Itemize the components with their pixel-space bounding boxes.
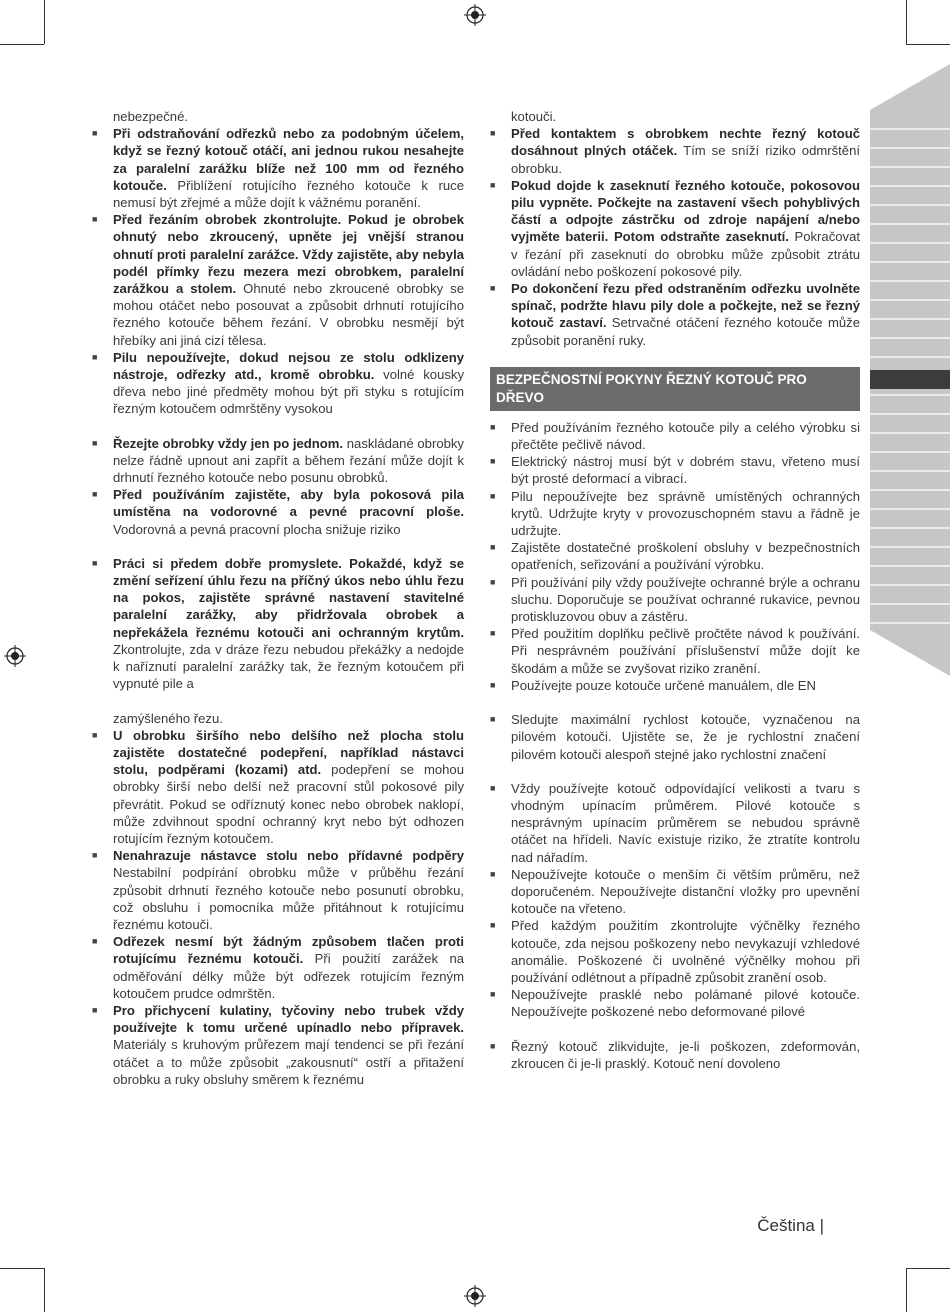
square-bullet-icon: ■ bbox=[490, 920, 496, 931]
square-bullet-icon: ■ bbox=[490, 782, 496, 793]
crop-mark bbox=[44, 0, 45, 44]
item-text: Používejte pouze kotouče určené manuálem, dle EN bbox=[511, 677, 816, 693]
item-text: Sledujte maximální rychlost kotouče, vyznačenou na pilovém kotouči. Ujistěte se, že je rychlostní značení pilovém kotouči alespoň stejné jako rychlostní značení bbox=[511, 712, 860, 762]
square-bullet-icon: ■ bbox=[92, 557, 98, 568]
item-text: Nestabilní podpírání obrobku může v průběhu řezání způsobit drhnutí řezného kotouče nebo posunutí obrobku, což obsluhu i pomocníka může přitáhnout k rotujícímu řeznému kotouči. bbox=[113, 865, 464, 932]
registration-mark-icon bbox=[4, 645, 26, 667]
bold-warning-text: Pokud dojde k zaseknutí řezného kotouče, pokosovou pilu vypněte. Počkejte na zastavení všech pohyblivých částí a odpojte zástrčku od zdroje napájení a/nebo vyjměte baterii. Potom odstraňte zaseknutí. bbox=[511, 177, 860, 245]
bullet-item bbox=[490, 625, 860, 677]
item-text: Před každým použitím zkontrolujte výčnělky řezného kotouče, zda nejsou poškozeny nebo nevykazují vzhledové anomálie. Poškozené či uvolněné výčnělky mohou při používání odlétnout a případně způsobit zranění osob. bbox=[511, 918, 860, 985]
footer-language-label: Čeština | bbox=[757, 1216, 824, 1235]
bold-warning-text: Před používáním zajistěte, aby byla pokosová pila umístěna na vodorovné a pevné pracovní ploše. bbox=[113, 487, 464, 520]
item-text: Pilu nepoužívejte bez správně umístěných ochranných krytů. Udržujte kryty v provozuschopném stavu a řádně je udržujte. bbox=[511, 488, 860, 539]
bullet-item bbox=[92, 349, 464, 418]
square-bullet-icon: ■ bbox=[92, 850, 98, 861]
active-language-tab bbox=[870, 370, 950, 389]
square-bullet-icon: ■ bbox=[490, 679, 496, 690]
item-text: Vodorovná a pevná pracovní plocha snižuje riziko bbox=[113, 521, 401, 537]
bullet-item bbox=[490, 917, 860, 986]
bullet-item bbox=[490, 986, 860, 1020]
crop-mark bbox=[906, 0, 907, 44]
item-text: Setrvačné otáčení řezného kotouče může způsobit poranění ruky. bbox=[511, 315, 860, 348]
bold-warning-text: Práci si předem dobře promyslete. Pokaždé, když se změní seřízení úhlu řezu na příčný úkos nebo úhlu řezu na pokos, zajistěte správné nastavení stavitelné paralelní zarážky, aby přidržovala obrobek a nepřekážela řeznému kotouči ani ochranným krytům. bbox=[113, 555, 464, 640]
bullet-item bbox=[490, 1038, 860, 1072]
square-bullet-icon: ■ bbox=[92, 128, 98, 139]
square-bullet-icon: ■ bbox=[92, 1004, 98, 1015]
bullet-item bbox=[92, 125, 464, 211]
item-text: Řezný kotouč zlikvidujte, je-li poškozen, zdeformován, zkroucen či je-li prasklý. Kotouč není dovoleno bbox=[511, 1038, 860, 1071]
section-heading: BEZPEČNOSTNÍ POKYNY ŘEZNÝ KOTOUČ PRO DŘEVO bbox=[490, 367, 860, 411]
square-bullet-icon: ■ bbox=[92, 936, 98, 947]
bullet-item bbox=[92, 435, 464, 487]
crop-mark bbox=[906, 1268, 907, 1312]
square-bullet-icon: ■ bbox=[92, 437, 98, 448]
square-bullet-icon: ■ bbox=[92, 729, 98, 740]
square-bullet-icon: ■ bbox=[490, 128, 496, 139]
bullet-item bbox=[490, 488, 860, 540]
blank-gap bbox=[92, 418, 464, 435]
bullet-item bbox=[490, 177, 860, 280]
bullet-item bbox=[92, 486, 464, 538]
bold-warning-text: U obrobku širšího nebo delšího než plocha stolu zajistěte dostatečné podepření, například nástavci stolu, podpěrami (kozami) atd. bbox=[113, 727, 464, 778]
item-text: Při používání pily vždy používejte ochranné brýle a ochranu sluchu. Doporučuje se používat ochranné rukavice, pevnou protiskluzovou obuv a zástěru. bbox=[511, 574, 860, 625]
bullet-item bbox=[490, 125, 860, 177]
bullet-item bbox=[490, 574, 860, 626]
item-text: Vždy používejte kotouč odpovídající velikosti a tvaru s vhodným upínacím průměrem. Pilové kotouče s nesprávným upínacím průměrem se nebudou správně otáčet na hřídeli. Navíc existuje riziko, že ztratíte kontrolu nad nářadím. bbox=[511, 780, 860, 865]
square-bullet-icon: ■ bbox=[490, 576, 496, 587]
bold-warning-text: Pilu nepoužívejte, dokud nejsou ze stolu odklizeny nástroje, odřezky atd., kromě obrobku. bbox=[113, 349, 464, 383]
square-bullet-icon: ■ bbox=[490, 490, 496, 501]
blank-gap bbox=[490, 1021, 860, 1038]
bullet-item bbox=[490, 539, 860, 573]
blank-gap bbox=[490, 763, 860, 780]
bullet-item bbox=[490, 711, 860, 763]
item-text: Elektrický nástroj musí být v dobrém stavu, vřeteno musí být prosté deformací a vibrací. bbox=[511, 454, 860, 487]
bullet-item bbox=[490, 866, 860, 918]
bold-warning-text: Při odstraňování odřezků nebo za podobným účelem, když se řezný kotouč otáčí, ani jednou rukou nesahejte za paralelní zarážku blíže než 100 mm od řezného kotouče. bbox=[113, 126, 464, 193]
item-text: Před použitím doplňku pečlivě pročtěte návod k používání. Při nesprávném používání příslušenství může dojít ke škodám a může se zvyšovat riziko zranění. bbox=[511, 626, 860, 676]
square-bullet-icon: ■ bbox=[490, 283, 496, 294]
language-index-tabs bbox=[870, 64, 950, 676]
continued-text: kotouči. bbox=[511, 109, 557, 124]
bullet-item bbox=[490, 677, 860, 694]
right-column bbox=[490, 108, 860, 1072]
square-bullet-icon: ■ bbox=[490, 714, 496, 725]
item-text: volné kousky dřeva nebo jiné předměty mohou být při styku s rotujícím řezným kotoučem odmrštěny vysokou bbox=[113, 367, 464, 417]
bullet-item bbox=[92, 211, 464, 349]
blank-gap bbox=[490, 694, 860, 711]
bold-warning-text: Nenahrazuje nástavce stolu nebo přídavné podpěry bbox=[113, 848, 464, 864]
square-bullet-icon: ■ bbox=[92, 214, 98, 225]
bullet-item bbox=[92, 933, 464, 1002]
square-bullet-icon: ■ bbox=[490, 179, 496, 190]
item-text: Nepoužívejte prasklé nebo polámané pilové kotouče. Nepoužívejte poškozené nebo deformované pilové bbox=[511, 987, 860, 1020]
item-text: Zajistěte dostatečné proškolení obsluhy v bezpečnostních opatřeních, seřizování a používání výrobku. bbox=[511, 540, 860, 573]
bold-warning-text: Před řezáním obrobek zkontrolujte. Pokud je obrobek ohnutý nebo zkroucený, upněte jej vnější stranou ohnutí proti paralelní zarážce. Vždy zajistěte, aby nebyla podél přímky řezu mezera mezi obrobkem, paralelní zarážkou a stolem. bbox=[113, 212, 464, 297]
item-text: Tím se sníží riziko odmrštění obrobku. bbox=[511, 143, 860, 176]
continued-text: zamýšleného řezu. bbox=[113, 710, 223, 726]
crop-mark bbox=[0, 1268, 44, 1269]
bold-warning-text: Před kontaktem s obrobkem nechte řezný kotouč dosáhnout plných otáček. bbox=[511, 126, 860, 159]
registration-mark-icon bbox=[464, 4, 486, 26]
continued-text: nebezpečné. bbox=[113, 109, 188, 124]
crop-mark bbox=[0, 44, 44, 45]
item-text: podepření se mohou obrobky širší nebo delší než pracovní stůl pokosové pily převrátit. Pokud se odříznutý konec nebo obrobek naklopí, může zdvihnout spodní ochranný kryt nebo být odhozen rotujícím řezným kotoučem. bbox=[113, 762, 464, 846]
bullet-item bbox=[92, 727, 464, 847]
item-text: Zkontrolujte, zda v dráze řezu nebudou překážky a nedojde k naříznutí paralelní zarážky tak, že řezným kotoučem při vypnuté pile a bbox=[113, 641, 464, 692]
item-text: Materiály s kruhovým průřezem mají tendenci se při řezání otáčet a to může způsobit „zakousnutí“ ostří a přitažení obrobku a ruky obsluhy směrem k řeznému bbox=[113, 1037, 464, 1087]
bullet-item bbox=[490, 780, 860, 866]
square-bullet-icon: ■ bbox=[490, 868, 496, 879]
bullet-item bbox=[92, 555, 464, 693]
square-bullet-icon: ■ bbox=[92, 489, 98, 500]
blank-gap bbox=[92, 538, 464, 555]
bullet-item bbox=[490, 419, 860, 453]
bullet-item bbox=[92, 1002, 464, 1088]
bullet-item bbox=[490, 280, 860, 349]
item-text: Pokračovat v řezání při zaseknutí do obrobku může způsobit ztrátu ovládání nebo poškození pokosové pily. bbox=[511, 229, 860, 279]
square-bullet-icon: ■ bbox=[490, 456, 496, 467]
registration-mark-icon bbox=[464, 1285, 486, 1307]
blank-gap bbox=[92, 693, 464, 710]
bullet-item bbox=[490, 453, 860, 487]
crop-mark bbox=[44, 1268, 45, 1312]
bullet-item bbox=[92, 847, 464, 933]
item-text: Při použití zarážek na odměřování délky může být odřezek rotujícím řezným kotoučem prudce odmrštěn. bbox=[113, 951, 465, 1001]
bold-warning-text: Pro přichycení kulatiny, tyčoviny nebo trubek vždy používejte k tomu určené upínadlo nebo přípravek. bbox=[113, 1002, 464, 1036]
square-bullet-icon: ■ bbox=[490, 542, 496, 553]
bold-warning-text: Odřezek nesmí být žádným způsobem tlačen proti rotujícímu řeznému kotouči. bbox=[113, 934, 464, 967]
item-text: naskládané obrobky nelze řádně upnout ani zapřít a během řezání může dojít k drhnutí řezného kotouče nebo posunu obrobků. bbox=[113, 435, 464, 486]
item-text: Nepoužívejte kotouče o menším či větším průměru, než doporučeném. Nepoužívejte distanční vložky pro upevnění kotouče na vřeteno. bbox=[511, 866, 860, 917]
item-text: Před používáním řezného kotouče pily a celého výrobku si přečtěte pečlivě návod. bbox=[511, 419, 860, 453]
square-bullet-icon: ■ bbox=[92, 351, 98, 362]
item-text: Ohnuté nebo zkroucené obrobky se mohou otáčet nebo posouvat a způsobit drhnutí rotujícího řezného kotouče během řezání. V obrobku nesmějí být hřebíky ani jiná cizí tělesa. bbox=[113, 281, 464, 348]
crop-mark bbox=[906, 44, 950, 45]
crop-mark bbox=[906, 1268, 950, 1269]
bold-warning-text: Řezejte obrobky vždy jen po jednom. bbox=[113, 435, 344, 451]
item-text: Přiblížení rotujícího řezného kotouče k ruce nemusí být zřejmé a může dojít k vážnému poranění. bbox=[113, 177, 464, 211]
square-bullet-icon: ■ bbox=[490, 628, 496, 639]
square-bullet-icon: ■ bbox=[490, 1040, 496, 1051]
left-column bbox=[92, 108, 464, 1088]
bold-warning-text: Po dokončení řezu před odstraněním odřezku uvolněte spínač, podržte hlavu pily dole a počkejte, než se řezný kotouč zastaví. bbox=[511, 281, 860, 331]
square-bullet-icon: ■ bbox=[490, 421, 496, 432]
square-bullet-icon: ■ bbox=[490, 989, 496, 1000]
